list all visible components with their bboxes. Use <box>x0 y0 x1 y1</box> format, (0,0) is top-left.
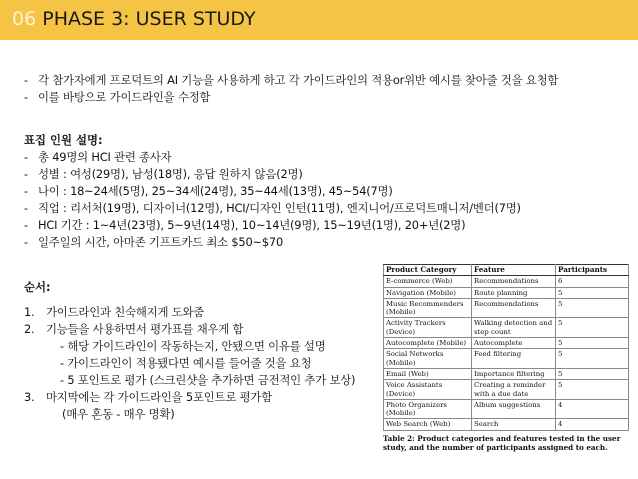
table-cell: Recommendations <box>472 298 556 318</box>
table-cell: Social Networks (Mobile) <box>384 349 472 369</box>
table-cell: 5 <box>556 338 629 349</box>
table-cell: Creating a reminder with a due date <box>472 380 556 400</box>
table-row <box>384 380 629 400</box>
participant-item: - 일주일의 시간, 아마존 기프트카드 최소 $50~$70 <box>24 235 284 249</box>
table-cell: Music Recommenders (Mobile) <box>384 298 472 318</box>
participants-section <box>24 132 521 251</box>
procedure-title: 순서: <box>24 280 51 294</box>
table-cell: Autocomplete <box>472 338 556 349</box>
table-cell: Walking detection and step count <box>472 318 556 338</box>
table-cell: 5 <box>556 298 629 318</box>
table-row <box>384 399 629 419</box>
procedure-section <box>24 279 355 423</box>
table-row <box>384 276 629 287</box>
table-cell: Web Search (Web) <box>384 419 472 430</box>
table-row <box>384 298 629 318</box>
table-cell: Activity Trackers (Device) <box>384 318 472 338</box>
table-row <box>384 349 629 369</box>
table-cell: Email (Web) <box>384 368 472 379</box>
table-cell: Album suggestions <box>472 399 556 419</box>
table-row <box>384 368 629 379</box>
procedure-step: 1. 가이드라인과 친숙해지게 도와줌 <box>24 305 205 319</box>
table-cell: 5 <box>556 380 629 400</box>
intro-item: - 이를 바탕으로 가이드라인을 수정함 <box>24 90 211 104</box>
procedure-substep: - 해당 가이드라인이 작동하는지, 안됐으면 이유를 설명 <box>60 339 326 353</box>
table-cell: 4 <box>556 419 629 430</box>
section-title: PHASE 3: USER STUDY <box>42 8 256 30</box>
participant-item: - 성별 : 여성(29명), 남성(18명), 응답 원하지 않음(2명) <box>24 167 303 181</box>
participant-item: - 총 49명의 HCI 관련 종사자 <box>24 150 172 164</box>
table-row <box>384 318 629 338</box>
table-cell: 5 <box>556 349 629 369</box>
participants-title: 표집 인원 설명: <box>24 133 103 147</box>
table-cell: Navigation (Mobile) <box>384 287 472 298</box>
intro-item: - 각 참가자에게 프로덕트의 AI 기능을 사용하게 하고 각 가이드라인의 적용or위반 예시를 찾아줄 것을 요청함 <box>24 73 559 87</box>
participant-item: - 나이 : 18~24세(5명), 25~34세(24명), 35~44세(13명), 45~54(7명) <box>24 184 393 198</box>
table-cell: 6 <box>556 276 629 287</box>
table-row <box>384 419 629 430</box>
table-cell: Route planning <box>472 287 556 298</box>
table-cell: Importance filtering <box>472 368 556 379</box>
table-header-row <box>384 265 629 276</box>
header-bar <box>0 0 638 40</box>
table-row <box>384 287 629 298</box>
procedure-substep: - 가이드라인이 적용됐다면 예시를 들어줄 것을 요청 <box>60 356 312 370</box>
table-cell: Recommendations <box>472 276 556 287</box>
table-cell: 5 <box>556 287 629 298</box>
table-cell: Feed filtering <box>472 349 556 369</box>
product-table <box>383 264 629 431</box>
participant-item: - HCI 기간 : 1~4년(23명), 5~9년(14명), 10~14년(9명), 15~19년(1명), 20+년(2명) <box>24 218 466 232</box>
table-cell: 5 <box>556 318 629 338</box>
table-cell: Search <box>472 419 556 430</box>
procedure-substep: (매우 혼동 - 매우 명확) <box>62 407 175 421</box>
procedure-step: 3. 마지막에는 각 가이드라인을 5포인트로 평가함 <box>24 390 272 404</box>
table-cell: E-commerce (Web) <box>384 276 472 287</box>
product-table-figure <box>383 264 628 452</box>
section-number: 06 <box>12 8 37 30</box>
column-header: Feature <box>472 265 556 276</box>
slide-title <box>12 7 256 31</box>
table-cell: Autocomplete (Mobile) <box>384 338 472 349</box>
table-cell: 4 <box>556 399 629 419</box>
procedure-step: 2. 기능들을 사용하면서 평가표를 채우게 함 <box>24 322 244 336</box>
column-header: Product Category <box>384 265 472 276</box>
table-cell: Voice Assistants (Device) <box>384 380 472 400</box>
table-cell: 5 <box>556 368 629 379</box>
participant-item: - 직업 : 리서처(19명), 디자이너(12명), HCI/디자인 인턴(11명), 엔지니어/프로덕트매니저/벤더(7명) <box>24 201 521 215</box>
intro-list <box>24 72 558 106</box>
table-row <box>384 338 629 349</box>
table-caption: Table 2: Product categories and features tested in the user study, and the number of participants assigned to each. <box>383 433 621 452</box>
column-header: Participants <box>556 265 629 276</box>
procedure-substep: - 5 포인트로 평가 (스크린샷을 추가하면 금전적인 추가 보상) <box>60 373 356 387</box>
table-cell: Photo Organizers (Mobile) <box>384 399 472 419</box>
